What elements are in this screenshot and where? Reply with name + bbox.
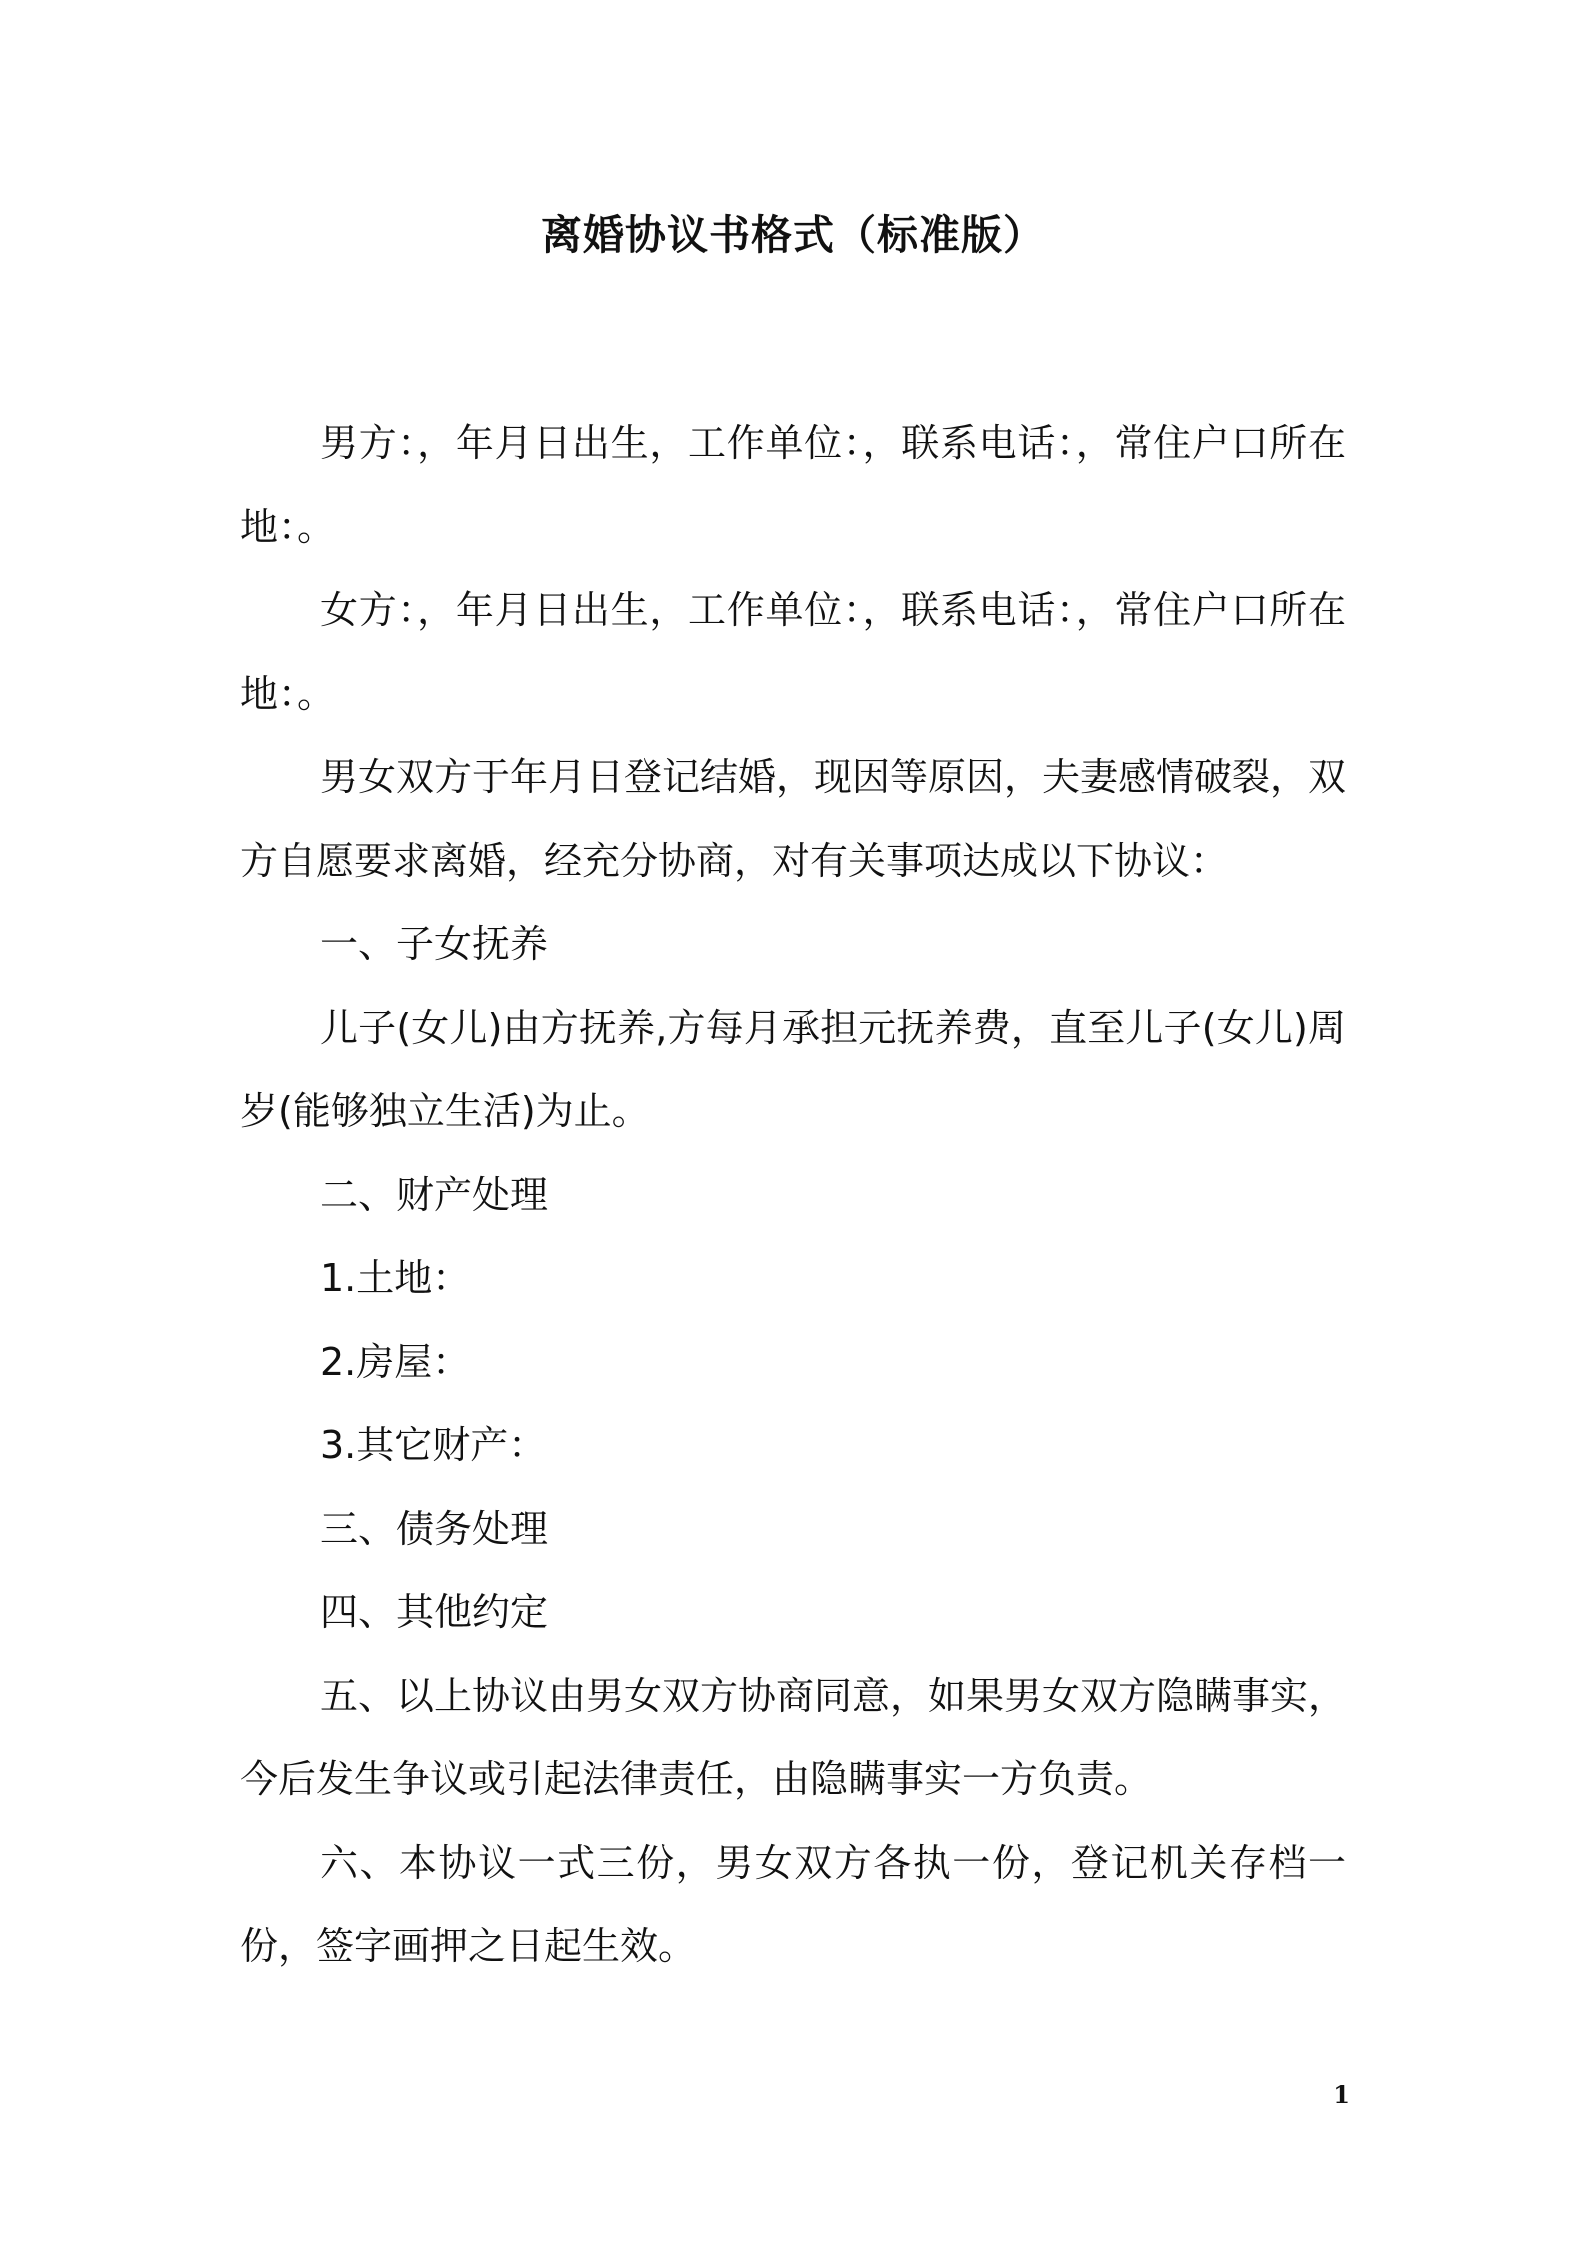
party-male-info: 男方：，年月日出生，工作单位：，联系电话：，常住户口所在地：。 <box>240 421 1346 549</box>
section-five-clause: 五、以上协议由男女双方协商同意，如果男女双方隐瞒事实，今后发生争议或引起法律责任，由隐瞒事实一方负责。 <box>240 1673 1347 1801</box>
document-title: 离婚协议书格式（标准版） <box>541 211 1045 259</box>
section-property-heading: 二、财产处理 <box>320 1172 549 1217</box>
property-other-item: 3.其它财产： <box>320 1423 547 1467</box>
property-house-item: 2.房屋： <box>320 1339 471 1384</box>
section-debt-heading: 三、债务处理 <box>320 1506 549 1551</box>
property-land-item: 1.土地： <box>320 1256 471 1300</box>
child-custody-clause: 儿子(女儿)由方抚养,方每月承担元抚养费，直至儿子(女儿)周岁(能够独立生活)为止。 <box>240 1005 1346 1133</box>
page-number: 1 <box>1333 2080 1350 2109</box>
section-six-clause: 六、本协议一式三份，男女双方各执一份，登记机关存档一份，签字画押之日起生效。 <box>240 1840 1346 1968</box>
document-body <box>240 402 1346 1989</box>
section-child-custody-heading: 一、子女抚养 <box>320 922 549 966</box>
agreement-preamble: 男女双方于年月日登记结婚，现因等原因，夫妻感情破裂，双方自愿要求离婚，经充分协商，对有关事项达成以下协议： <box>240 755 1347 883</box>
party-female-info: 女方：，年月日出生，工作单位：，联系电话：，常住户口所在地：。 <box>240 588 1346 716</box>
section-other-terms-heading: 四、其他约定 <box>320 1590 549 1634</box>
